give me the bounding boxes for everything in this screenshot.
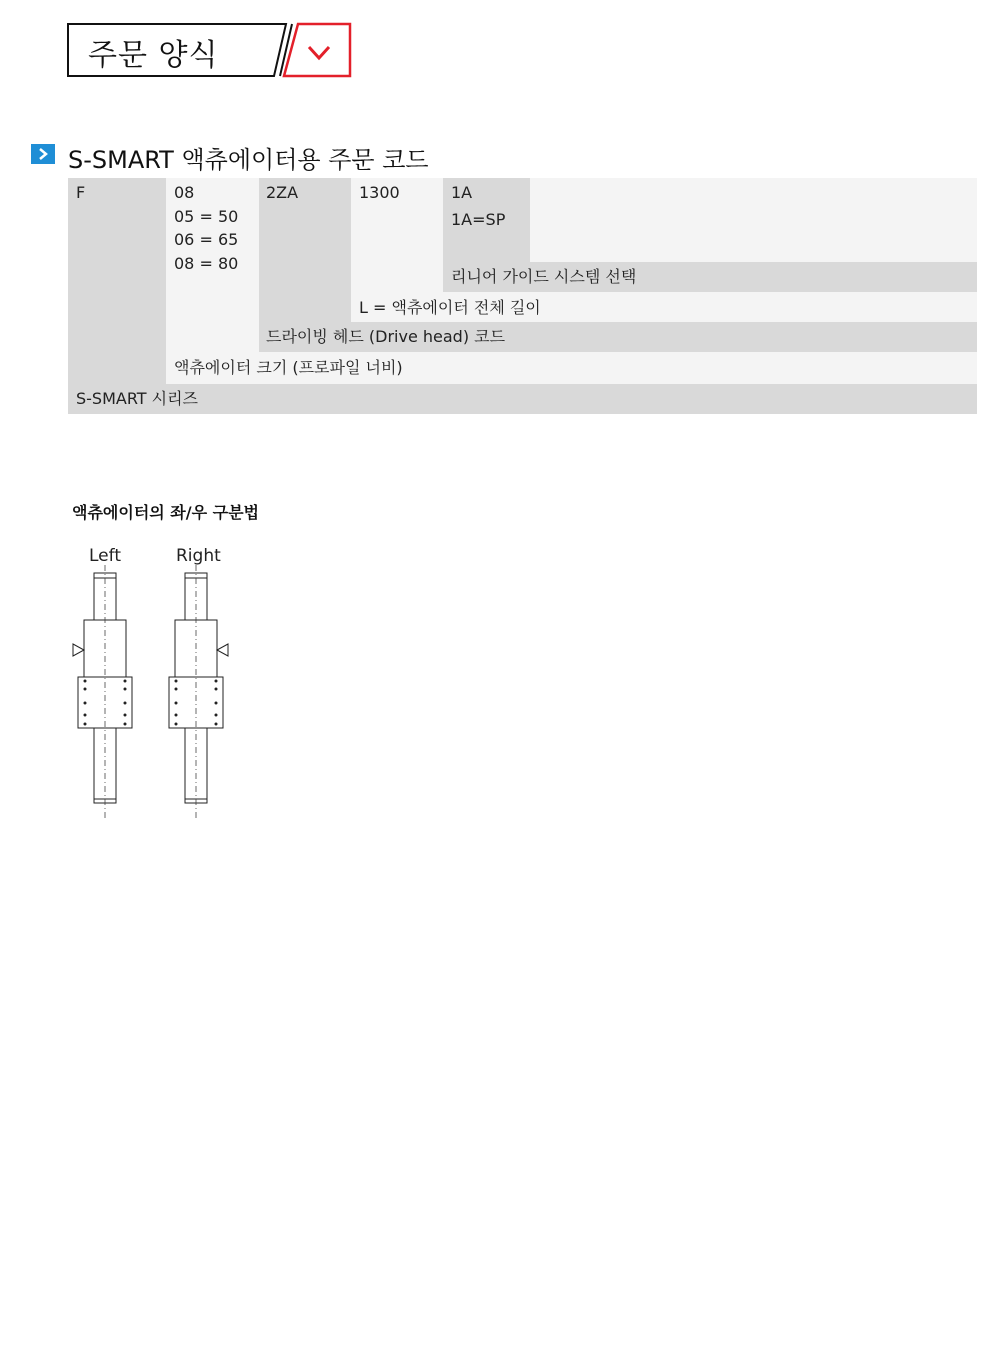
page-title: 주문 양식 — [88, 38, 219, 73]
code-guide: 1A — [451, 183, 473, 202]
right-label: Right — [176, 546, 221, 566]
actuator-diagram — [60, 565, 250, 825]
col-series — [68, 178, 166, 414]
code-size: 08 — [174, 183, 195, 202]
left-direction-marker — [73, 644, 84, 656]
section-title: S-SMART 액츄에이터용 주문 코드 — [68, 146, 429, 174]
chevron-down-icon[interactable] — [306, 44, 332, 62]
right-direction-marker — [217, 644, 228, 656]
code-length: 1300 — [359, 183, 400, 202]
desc-length: L = 액츄에이터 전체 길이 — [359, 298, 541, 317]
option-size-3: 08 = 80 — [174, 254, 239, 273]
col-filler — [530, 178, 977, 262]
code-head: 2ZA — [266, 183, 299, 202]
code-series: F — [76, 183, 86, 202]
option-guide-1: 1A=SP — [451, 210, 506, 229]
option-size-1: 05 = 50 — [174, 207, 239, 226]
desc-size: 액츄에이터 크기 (프로파일 너비) — [174, 358, 403, 377]
right-actuator-figure — [169, 573, 228, 803]
option-size-2: 06 = 65 — [174, 230, 239, 249]
desc-head: 드라이빙 헤드 (Drive head) 코드 — [266, 327, 506, 346]
orientation-title: 액츄에이터의 좌/우 구분법 — [72, 503, 260, 522]
desc-series: S-SMART 시리즈 — [76, 389, 199, 408]
left-actuator-figure — [73, 573, 132, 803]
desc-row-series — [68, 384, 977, 414]
chevron-right-icon — [31, 144, 55, 164]
desc-guide: 리니어 가이드 시스템 선택 — [451, 267, 637, 286]
left-label: Left — [89, 546, 121, 566]
